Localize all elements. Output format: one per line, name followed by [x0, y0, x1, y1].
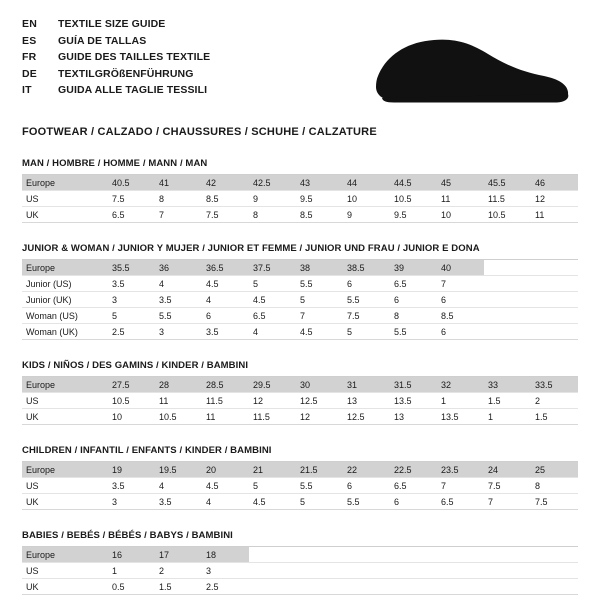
empty-cell — [531, 579, 578, 595]
table-row — [22, 462, 578, 478]
size-cell: 17 — [155, 547, 202, 563]
size-cell: 11.5 — [249, 409, 296, 425]
size-cell: 38 — [296, 260, 343, 276]
size-cell: 7.5 — [202, 207, 249, 223]
size-cell: 44.5 — [390, 175, 437, 191]
row-label: UK — [22, 494, 108, 510]
size-cell: 10 — [343, 191, 390, 207]
size-cell: 20 — [202, 462, 249, 478]
size-cell: 19.5 — [155, 462, 202, 478]
language-title: TEXTILE SIZE GUIDE — [58, 18, 166, 30]
size-cell: 8 — [390, 308, 437, 324]
size-cell: 8 — [249, 207, 296, 223]
language-code: EN — [22, 18, 37, 30]
size-tables-container — [22, 158, 578, 595]
size-cell: 6 — [437, 324, 484, 340]
empty-cell — [296, 579, 343, 595]
size-table — [22, 377, 578, 425]
size-cell: 13.5 — [437, 409, 484, 425]
table-row — [22, 579, 578, 595]
size-cell: 7.5 — [484, 478, 531, 494]
size-cell: 45.5 — [484, 175, 531, 191]
size-cell: 3.5 — [108, 478, 155, 494]
size-cell: 5.5 — [155, 308, 202, 324]
table-row — [22, 308, 578, 324]
size-cell: 11 — [202, 409, 249, 425]
table-row — [22, 260, 578, 276]
row-label: Europe — [22, 547, 108, 563]
size-cell: 41 — [155, 175, 202, 191]
dress-shoe-silhouette-icon — [372, 32, 572, 112]
size-cell: 3.5 — [202, 324, 249, 340]
language-title: GUIDA ALLE TAGLIE TESSILI — [58, 84, 208, 96]
empty-cell — [484, 324, 531, 340]
table-row — [22, 207, 578, 223]
size-cell: 9 — [249, 191, 296, 207]
table-row — [22, 478, 578, 494]
size-cell: 44 — [343, 175, 390, 191]
size-cell: 5.5 — [390, 324, 437, 340]
size-cell: 19 — [108, 462, 155, 478]
size-table — [22, 175, 578, 223]
empty-cell — [531, 276, 578, 292]
size-cell: 13 — [390, 409, 437, 425]
size-table — [22, 547, 578, 595]
size-cell: 6.5 — [390, 478, 437, 494]
size-cell: 4 — [202, 292, 249, 308]
size-cell: 8.5 — [296, 207, 343, 223]
size-cell: 11 — [531, 207, 578, 223]
language-title: GUIDE DES TAILLES TEXTILE — [58, 51, 211, 63]
size-cell: 24 — [484, 462, 531, 478]
empty-cell — [484, 276, 531, 292]
size-cell: 10.5 — [484, 207, 531, 223]
size-cell: 5 — [296, 292, 343, 308]
table-row — [22, 191, 578, 207]
size-cell: 28 — [155, 377, 202, 393]
size-cell: 6.5 — [390, 276, 437, 292]
size-cell: 12 — [531, 191, 578, 207]
size-block — [22, 360, 578, 425]
size-cell: 8 — [155, 191, 202, 207]
size-cell: 10.5 — [390, 191, 437, 207]
size-cell: 1.5 — [155, 579, 202, 595]
row-label: US — [22, 478, 108, 494]
size-cell: 8.5 — [437, 308, 484, 324]
size-cell: 3 — [108, 494, 155, 510]
row-label: Woman (UK) — [22, 324, 108, 340]
empty-cell — [296, 563, 343, 579]
size-cell: 35.5 — [108, 260, 155, 276]
table-row — [22, 393, 578, 409]
size-cell: 4 — [155, 478, 202, 494]
empty-cell — [484, 563, 531, 579]
size-cell: 8 — [531, 478, 578, 494]
table-row — [22, 276, 578, 292]
size-cell: 30 — [296, 377, 343, 393]
language-title: GUÍA DE TALLAS — [58, 34, 147, 47]
size-block-title: JUNIOR & WOMAN / JUNIOR Y MUJER / JUNIOR ET FEMME / JUNIOR UND FRAU / JUNIOR E DONA — [22, 243, 578, 260]
size-cell: 7 — [155, 207, 202, 223]
size-cell: 9.5 — [390, 207, 437, 223]
size-cell: 40.5 — [108, 175, 155, 191]
size-cell: 13 — [343, 393, 390, 409]
size-cell: 7 — [437, 478, 484, 494]
table-row — [22, 324, 578, 340]
size-cell: 6 — [390, 292, 437, 308]
size-cell: 3.5 — [155, 292, 202, 308]
empty-cell — [390, 547, 437, 563]
size-cell: 45 — [437, 175, 484, 191]
size-cell: 0.5 — [108, 579, 155, 595]
size-block-title: BABIES / BEBÉS / BÉBÉS / BABYS / BAMBINI — [22, 530, 578, 547]
size-cell: 1 — [108, 563, 155, 579]
size-cell: 4 — [202, 494, 249, 510]
size-cell: 16 — [108, 547, 155, 563]
size-cell: 31.5 — [390, 377, 437, 393]
size-block-title: KIDS / NIÑOS / DES GAMINS / KINDER / BAMBINI — [22, 360, 578, 377]
size-cell: 4.5 — [202, 276, 249, 292]
row-label: UK — [22, 409, 108, 425]
size-block — [22, 158, 578, 223]
size-cell: 6 — [343, 276, 390, 292]
empty-cell — [249, 547, 296, 563]
size-cell: 8.5 — [202, 191, 249, 207]
empty-cell — [343, 547, 390, 563]
size-cell: 7 — [296, 308, 343, 324]
language-code: DE — [22, 67, 37, 80]
empty-cell — [484, 292, 531, 308]
empty-cell — [437, 547, 484, 563]
size-cell: 3 — [155, 324, 202, 340]
size-cell: 43 — [296, 175, 343, 191]
empty-cell — [484, 260, 531, 276]
document-header — [22, 18, 578, 114]
size-cell: 2 — [155, 563, 202, 579]
size-cell: 5.5 — [296, 478, 343, 494]
size-cell: 9.5 — [296, 191, 343, 207]
size-table — [22, 260, 578, 340]
size-cell: 27.5 — [108, 377, 155, 393]
size-block-title: CHILDREN / INFANTIL / ENFANTS / KINDER / BAMBINI — [22, 445, 578, 462]
size-cell: 1.5 — [484, 393, 531, 409]
size-cell: 5 — [343, 324, 390, 340]
size-cell: 1.5 — [531, 409, 578, 425]
size-block — [22, 530, 578, 595]
size-cell: 21.5 — [296, 462, 343, 478]
size-cell: 5 — [249, 276, 296, 292]
size-cell: 11 — [437, 191, 484, 207]
size-cell: 5.5 — [343, 494, 390, 510]
size-cell: 11 — [155, 393, 202, 409]
size-cell: 12.5 — [296, 393, 343, 409]
size-cell: 6 — [202, 308, 249, 324]
size-cell: 3 — [108, 292, 155, 308]
size-cell: 22.5 — [390, 462, 437, 478]
size-cell: 3.5 — [108, 276, 155, 292]
size-cell: 2.5 — [108, 324, 155, 340]
size-cell: 31 — [343, 377, 390, 393]
size-cell: 40 — [437, 260, 484, 276]
size-cell: 4.5 — [202, 478, 249, 494]
size-cell: 6.5 — [437, 494, 484, 510]
size-cell: 23.5 — [437, 462, 484, 478]
size-cell: 6 — [343, 478, 390, 494]
size-cell: 1 — [437, 393, 484, 409]
table-row — [22, 409, 578, 425]
empty-cell — [484, 547, 531, 563]
size-cell: 7.5 — [343, 308, 390, 324]
empty-cell — [437, 563, 484, 579]
table-row — [22, 494, 578, 510]
size-cell: 10.5 — [155, 409, 202, 425]
size-cell: 5.5 — [296, 276, 343, 292]
size-cell: 5 — [249, 478, 296, 494]
empty-cell — [531, 547, 578, 563]
size-cell: 1 — [484, 409, 531, 425]
row-label: Europe — [22, 260, 108, 276]
row-label: Junior (UK) — [22, 292, 108, 308]
size-cell: 10.5 — [108, 393, 155, 409]
size-cell: 6.5 — [108, 207, 155, 223]
size-cell: 9 — [343, 207, 390, 223]
size-cell: 4.5 — [249, 292, 296, 308]
size-cell: 22 — [343, 462, 390, 478]
row-label: Europe — [22, 175, 108, 191]
size-cell: 32 — [437, 377, 484, 393]
row-label: US — [22, 191, 108, 207]
row-label: US — [22, 563, 108, 579]
size-cell: 3.5 — [155, 494, 202, 510]
size-cell: 18 — [202, 547, 249, 563]
empty-cell — [390, 563, 437, 579]
row-label: UK — [22, 579, 108, 595]
size-cell: 4 — [249, 324, 296, 340]
size-cell: 3 — [202, 563, 249, 579]
size-cell: 5 — [296, 494, 343, 510]
empty-cell — [343, 579, 390, 595]
table-row — [22, 563, 578, 579]
size-block-title: MAN / HOMBRE / HOMME / MANN / MAN — [22, 158, 578, 175]
empty-cell — [484, 308, 531, 324]
size-cell: 36.5 — [202, 260, 249, 276]
size-cell: 33 — [484, 377, 531, 393]
size-cell: 4.5 — [249, 494, 296, 510]
empty-cell — [531, 563, 578, 579]
size-cell: 46 — [531, 175, 578, 191]
table-row — [22, 175, 578, 191]
table-row — [22, 377, 578, 393]
empty-cell — [531, 292, 578, 308]
size-cell: 4.5 — [296, 324, 343, 340]
size-cell: 33.5 — [531, 377, 578, 393]
size-cell: 29.5 — [249, 377, 296, 393]
empty-cell — [296, 547, 343, 563]
size-cell: 12 — [296, 409, 343, 425]
size-cell: 4 — [155, 276, 202, 292]
empty-cell — [531, 324, 578, 340]
empty-cell — [531, 308, 578, 324]
row-label: Woman (US) — [22, 308, 108, 324]
language-code: FR — [22, 51, 37, 63]
size-block — [22, 243, 578, 340]
size-cell: 10 — [437, 207, 484, 223]
size-cell: 42 — [202, 175, 249, 191]
size-cell: 6 — [437, 292, 484, 308]
empty-cell — [484, 579, 531, 595]
row-label: Junior (US) — [22, 276, 108, 292]
table-row — [22, 292, 578, 308]
size-cell: 7 — [437, 276, 484, 292]
empty-cell — [249, 579, 296, 595]
size-cell: 10 — [108, 409, 155, 425]
language-title: TEXTILGRÖßENFÜHRUNG — [58, 67, 194, 80]
size-cell: 11.5 — [202, 393, 249, 409]
row-label: US — [22, 393, 108, 409]
empty-cell — [249, 563, 296, 579]
size-cell: 38.5 — [343, 260, 390, 276]
language-code: ES — [22, 34, 37, 47]
size-cell: 2.5 — [202, 579, 249, 595]
size-cell: 2 — [531, 393, 578, 409]
size-cell: 36 — [155, 260, 202, 276]
table-row — [22, 547, 578, 563]
size-cell: 7 — [484, 494, 531, 510]
size-cell: 7.5 — [531, 494, 578, 510]
size-cell: 6.5 — [249, 308, 296, 324]
size-cell: 5 — [108, 308, 155, 324]
language-code: IT — [22, 84, 32, 96]
size-cell: 42.5 — [249, 175, 296, 191]
size-cell: 39 — [390, 260, 437, 276]
size-cell: 25 — [531, 462, 578, 478]
empty-cell — [531, 260, 578, 276]
size-cell: 5.5 — [343, 292, 390, 308]
category-title: FOOTWEAR / CALZADO / CHAUSSURES / SCHUHE / CALZATURE — [22, 126, 377, 138]
empty-cell — [343, 563, 390, 579]
row-label: Europe — [22, 462, 108, 478]
size-cell: 12 — [249, 393, 296, 409]
size-block — [22, 445, 578, 510]
empty-cell — [437, 579, 484, 595]
size-cell: 21 — [249, 462, 296, 478]
size-cell: 37.5 — [249, 260, 296, 276]
size-cell: 11.5 — [484, 191, 531, 207]
size-cell: 6 — [390, 494, 437, 510]
size-table — [22, 462, 578, 510]
row-label: UK — [22, 207, 108, 223]
size-cell: 12.5 — [343, 409, 390, 425]
size-cell: 7.5 — [108, 191, 155, 207]
empty-cell — [390, 579, 437, 595]
row-label: Europe — [22, 377, 108, 393]
size-cell: 13.5 — [390, 393, 437, 409]
size-cell: 28.5 — [202, 377, 249, 393]
